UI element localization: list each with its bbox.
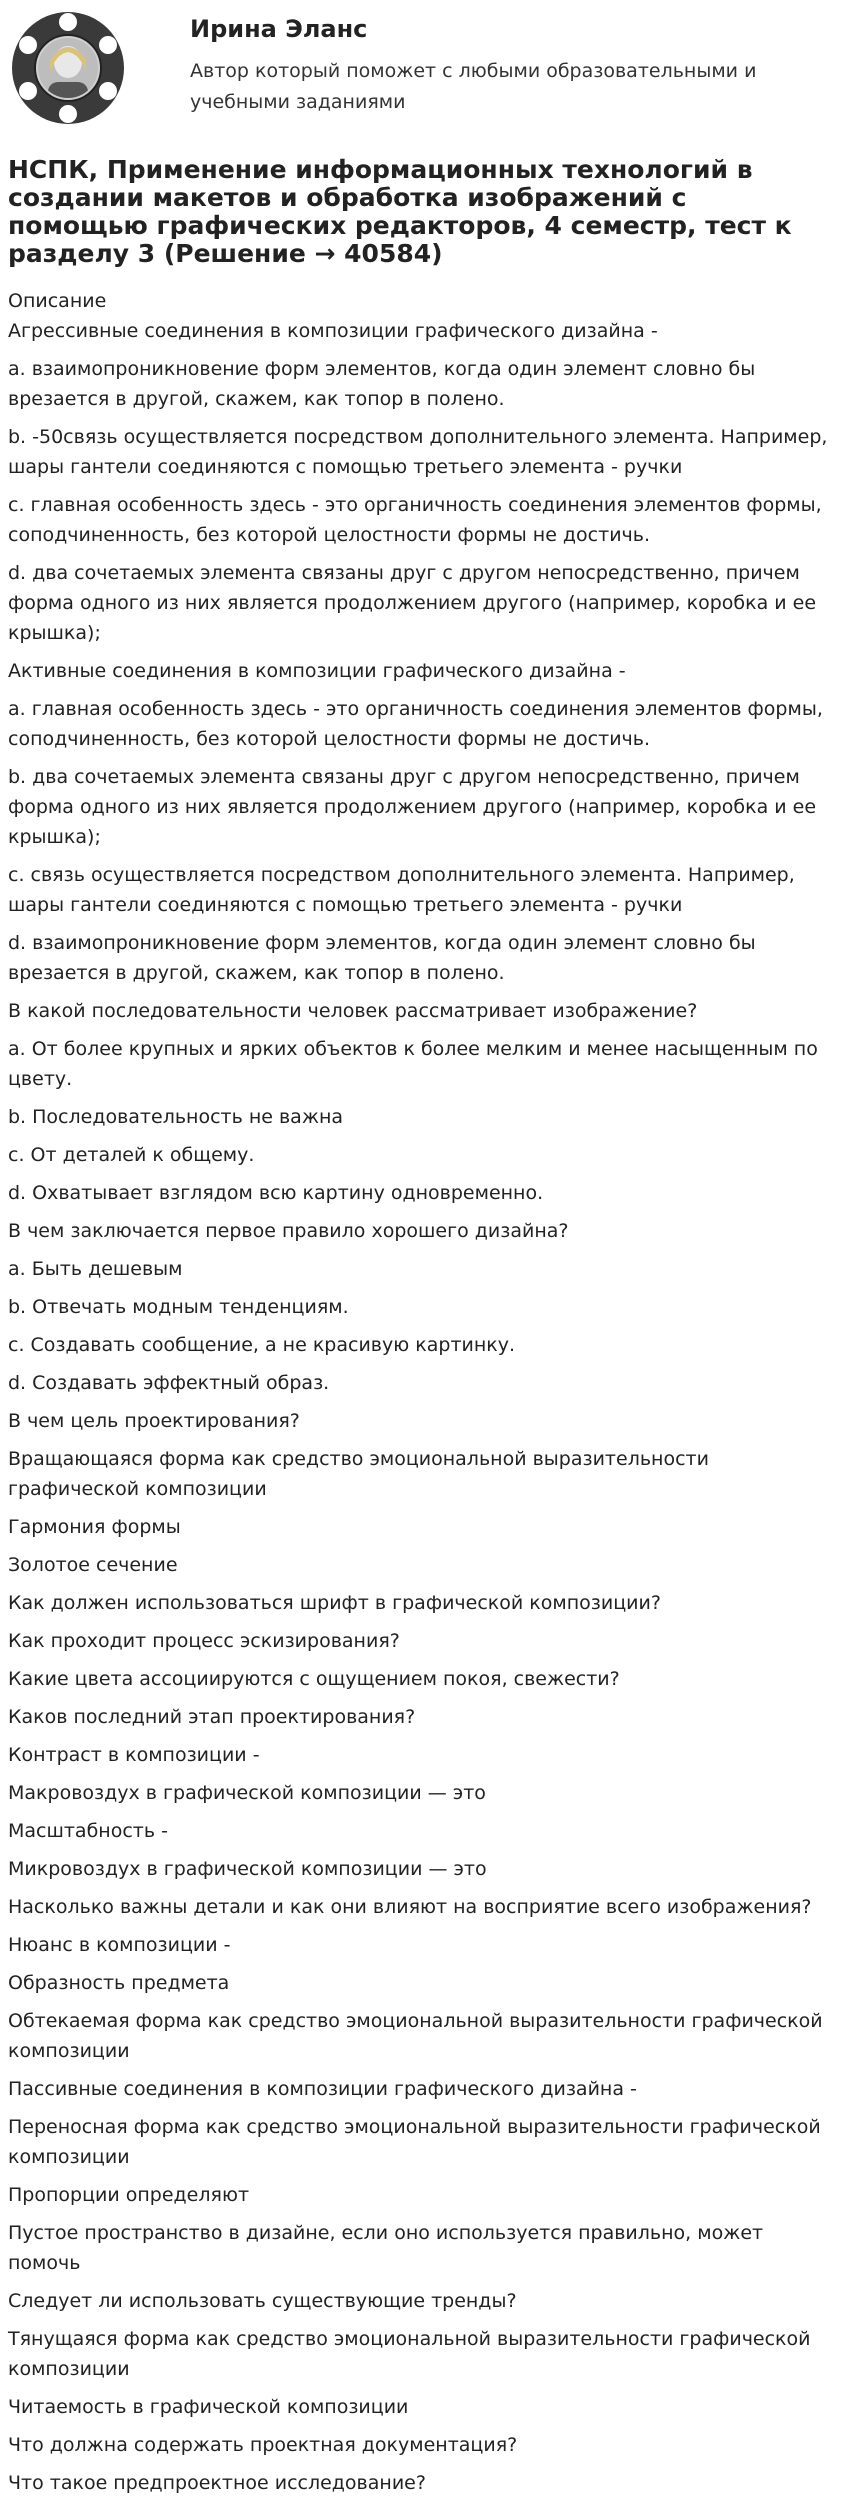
description-line: d. два сочетаемых элемента связаны друг с другом непосредственно, причем форма одного из них является продолжением другого (например, коробка и ее крышка);: [8, 562, 817, 644]
description-content: [8, 316, 839, 2498]
description-line: В чем цель проектирования?: [8, 1410, 300, 1432]
description-line: Активные соединения в композиции графического дизайна -: [8, 660, 626, 682]
description-line: Следует ли использовать существующие тренды?: [8, 2290, 517, 2312]
description-line: Обтекаемая форма как средство эмоциональной выразительности графической композиции: [8, 2010, 823, 2062]
description-line: Агрессивные соединения в композиции графического дизайна -: [8, 320, 658, 342]
description-line: c. связь осуществляется посредством дополнительного элемента. Например, шары гантели соединяются с помощью третьего элемента - ручки: [8, 864, 795, 916]
author-description: Автор который поможет с любыми образовательными и учебными заданиями: [190, 60, 757, 113]
description-line: c. Создавать сообщение, а не красивую картинку.: [8, 1334, 516, 1356]
description-line: a. От более крупных и ярких объектов к более мелким и менее насыщенным по цвету.: [8, 1038, 818, 1090]
description-line: Пустое пространство в дизайне, если оно используется правильно, может помочь: [8, 2222, 764, 2274]
description-line: Какие цвета ассоциируются с ощущением покоя, свежести?: [8, 1668, 620, 1690]
description-line: d. Создавать эффектный образ.: [8, 1372, 330, 1394]
page-title: НСПК, Применение информационных технологий в создании макетов и обработка изображений с помощью графических редакторов, 4 семестр, тест к разделу 3 (Решение → 40584): [8, 155, 792, 268]
description-line: Насколько важны детали и как они влияют на восприятие всего изображения?: [8, 1896, 812, 1918]
description-line: Переносная форма как средство эмоциональной выразительности графической композиции: [8, 2116, 821, 2168]
description-line: Что должна содержать проектная документация?: [8, 2434, 518, 2456]
description-line: Микровоздух в графической композиции — это: [8, 1858, 487, 1880]
description-line: Вращающаяся форма как средство эмоциональной выразительности графической композиции: [8, 1448, 709, 1500]
description-line: d. Охватывает взглядом всю картину одновременно.: [8, 1182, 544, 1204]
description-line: Читаемость в графической композиции: [8, 2396, 409, 2418]
description-line: b. Последовательность не важна: [8, 1106, 344, 1128]
description-line: Тянущаяся форма как средство эмоциональной выразительности графической композиции: [8, 2328, 811, 2380]
description-line: Что такое предпроектное исследование?: [8, 2472, 426, 2494]
description-line: В чем заключается первое правило хорошего дизайна?: [8, 1220, 569, 1242]
description-line: Нюанс в композиции -: [8, 1934, 231, 1956]
description-line: b. -50связь осуществляется посредством дополнительного элемента. Например, шары гантели соединяются с помощью третьего элемента - ручки: [8, 426, 828, 478]
description-line: a. Быть дешевым: [8, 1258, 183, 1280]
description-line: Пассивные соединения в композиции графического дизайна -: [8, 2078, 637, 2100]
description-line: Контраст в композиции -: [8, 1744, 260, 1766]
description-line: Гармония формы: [8, 1516, 181, 1538]
description-line: c. От деталей к общему.: [8, 1144, 255, 1166]
description-line: Золотое сечение: [8, 1554, 178, 1576]
description-line: b. Отвечать модным тенденциям.: [8, 1296, 349, 1318]
author-block: [8, 0, 839, 148]
description-line: c. главная особенность здесь - это органичность соединения элементов формы, соподчиненность, без которой целостности формы не достичь.: [8, 494, 822, 546]
description-line: d. взаимопроникновение форм элементов, когда один элемент словно бы врезается в другой, скажем, как топор в полено.: [8, 932, 756, 984]
description-line: В какой последовательности человек рассматривает изображение?: [8, 1000, 698, 1022]
description-line: a. главная особенность здесь - это органичность соединения элементов формы, соподчиненность, без которой целостности формы не достичь.: [8, 698, 823, 750]
description-line: Образность предмета: [8, 1972, 230, 1994]
description-line: a. взаимопроникновение форм элементов, когда один элемент словно бы врезается в другой, скажем, как топор в полено.: [8, 358, 756, 410]
description-line: Каков последний этап проектирования?: [8, 1706, 416, 1728]
description-line: Как должен использоваться шрифт в графической композиции?: [8, 1592, 661, 1614]
description-line: Макровоздух в графической композиции — это: [8, 1782, 486, 1804]
author-name[interactable]: Ирина Эланс: [190, 15, 368, 43]
description-line: Масштабность -: [8, 1820, 168, 1842]
film-reel-avatar-icon: [8, 8, 128, 128]
author-text: [190, 6, 830, 118]
description-line: b. два сочетаемых элемента связаны друг с другом непосредственно, причем форма одного из них является продолжением другого (например, коробка и ее крышка);: [8, 766, 817, 848]
description-line: Пропорции определяют: [8, 2184, 250, 2206]
description-label: Описание: [8, 290, 107, 312]
avatar[interactable]: [8, 8, 128, 128]
description-line: Как проходит процесс эскизирования?: [8, 1630, 400, 1652]
